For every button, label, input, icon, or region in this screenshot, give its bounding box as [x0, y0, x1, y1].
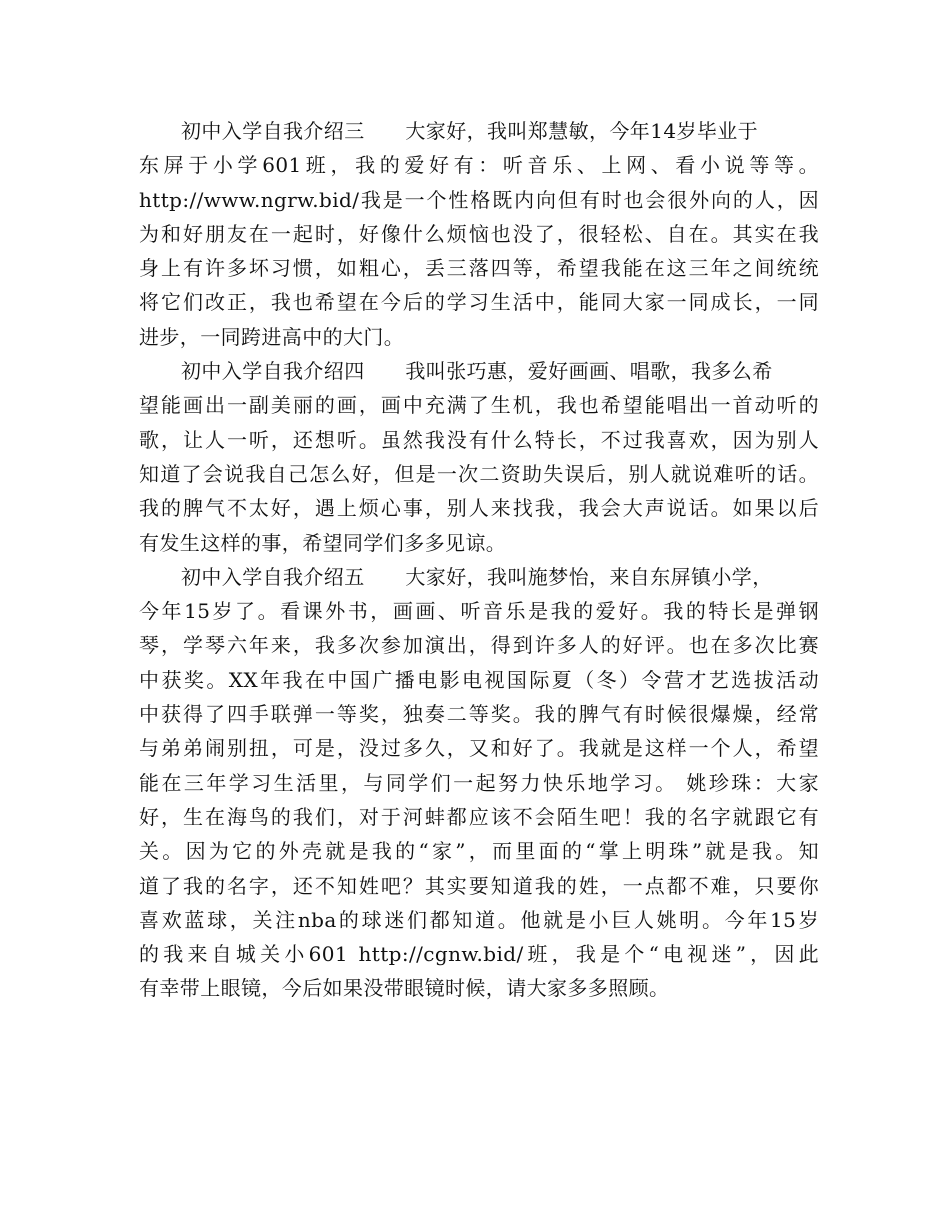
text-line: 知道了会说我自己怎么好，但是一次二资助失误后，别人就说难听的话。 [139, 461, 819, 486]
paragraph-intro-4 [139, 354, 819, 560]
text-line: 为和好朋友在一起时，好像什么烦恼也没了，很轻松、自在。其实在我 [139, 221, 819, 246]
text-line: 初中入学自我介绍三 大家好，我叫郑慧敏，今年14岁毕业于 [181, 119, 759, 143]
text-line: 我的脾气不太好，遇上烦心事，别人来找我，我会大声说话。如果以后 [139, 496, 819, 521]
text-line: 琴，学琴六年来，我多次参加演出，得到许多人的好评。也在多次比赛 [139, 633, 819, 658]
text-line: 东屏于小学601班，我的爱好有：听音乐、上网、看小说等等。 [139, 153, 819, 178]
text-line: 有幸带上眼镜，今后如果没带眼镜时候，请大家多多照顾。 [139, 976, 670, 1001]
text-line: 中获奖。XX年我在中国广播电影电视国际夏（冬）令营才艺选拔活动 [139, 667, 819, 692]
text-line: 有发生这样的事，希望同学们多多见谅。 [139, 530, 507, 555]
text-line: 初中入学自我介绍五 大家好，我叫施梦怡，来自东屏镇小学， [181, 564, 773, 589]
text-line: 的我来自城关小601 http://cgnw.bid/班，我是个“电视迷”，因此 [139, 942, 819, 967]
text-line: 中获得了四手联弹一等奖，独奏二等奖。我的脾气有时候很爆燥，经常 [139, 702, 819, 727]
text-line: 歌，让人一听，还想听。虽然我没有什么特长，不过我喜欢，因为别人 [139, 427, 819, 452]
paragraph-intro-5 [139, 560, 819, 1006]
document-page [139, 114, 819, 1006]
text-line: 身上有许多坏习惯，如粗心，丢三落四等，希望我能在这三年之间统统 [139, 256, 819, 281]
text-line: http://www.ngrw.bid/我是一个性格既内向但有时也会很外向的人，因 [139, 187, 819, 212]
text-line: 道了我的名字，还不知姓吧？其实要知道我的姓，一点都不难，只要你 [139, 873, 819, 898]
text-line: 能在三年学习生活里，与同学们一起努力快乐地学习。 姚珍珠：大家 [139, 770, 819, 795]
text-line: 初中入学自我介绍四 我叫张巧惠，爱好画画、唱歌，我多么希 [181, 359, 773, 384]
text-line: 今年15岁了。看课外书，画画、听音乐是我的爱好。我的特长是弹钢 [139, 599, 819, 624]
text-line: 将它们改正，我也希望在今后的学习生活中，能同大家一同成长，一同 [139, 290, 819, 315]
paragraph-intro-3 [139, 114, 819, 354]
text-line: 望能画出一副美丽的画，画中充满了生机，我也希望能唱出一首动听的 [139, 393, 819, 418]
text-line: 与弟弟闹别扭，可是，没过多久，又和好了。我就是这样一个人，希望 [139, 736, 819, 761]
text-line: 好，生在海鸟的我们，对于河蚌都应该不会陌生吧！我的名字就跟它有 [139, 804, 819, 829]
text-line: 关。因为它的外壳就是我的“家”，而里面的“掌上明珠”就是我。知 [139, 839, 819, 864]
text-line: 喜欢蓝球，关注nba的球迷们都知道。他就是小巨人姚明。今年15岁 [139, 907, 819, 932]
text-line: 进步，一同跨进高中的大门。 [139, 324, 405, 349]
